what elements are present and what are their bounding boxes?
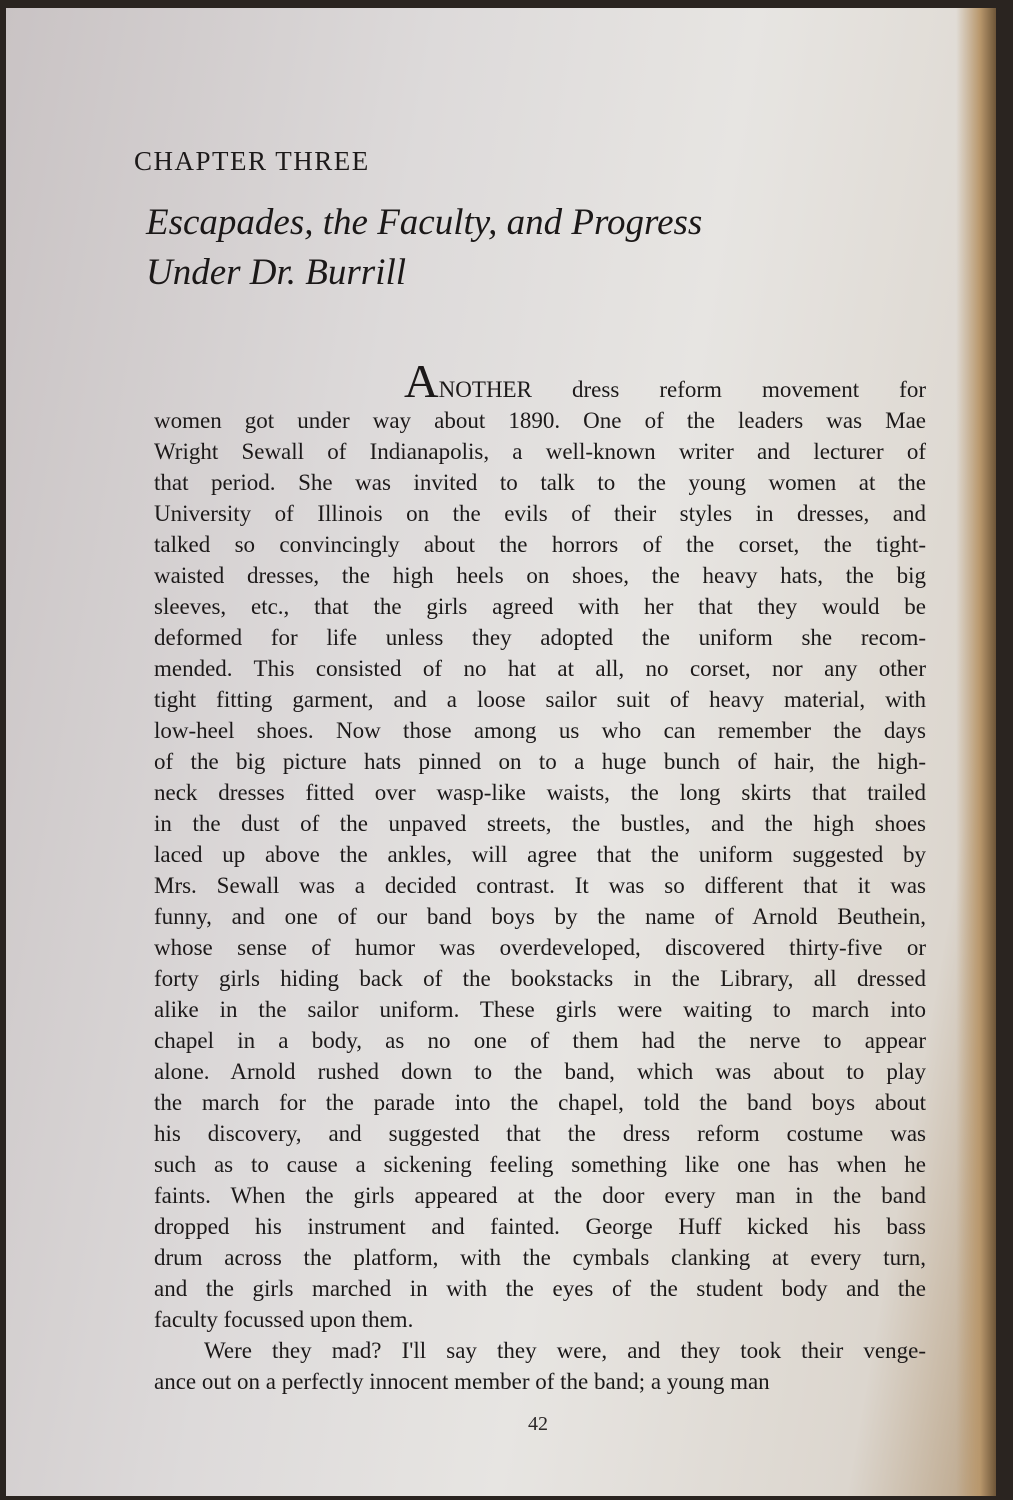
book-spine-shadow bbox=[956, 8, 996, 1496]
text-line: laced up above the ankles, will agree that the uniform suggested by bbox=[154, 842, 926, 867]
text-line: deformed for life unless they adopted the uniform she recom- bbox=[154, 625, 926, 650]
text-line: Wright Sewall of Indianapolis, a well-known writer and lecturer of bbox=[154, 439, 926, 464]
text-line: such as to cause a sickening feeling something like one has when he bbox=[154, 1152, 926, 1177]
text-line: ance out on a perfectly innocent member of the band; a young man bbox=[154, 1369, 770, 1394]
opening-line bbox=[154, 366, 926, 405]
text-line: faculty focussed upon them. bbox=[154, 1307, 414, 1332]
text-line: forty girls hiding back of the bookstacks in the Library, all dressed bbox=[154, 966, 926, 991]
text-line: alone. Arnold rushed down to the band, which was about to play bbox=[154, 1059, 926, 1084]
chapter-title-line-2: Under Dr. Burrill bbox=[146, 252, 407, 293]
book-page bbox=[6, 8, 996, 1496]
text-line: tight fitting garment, and a loose sailor suit of heavy material, with bbox=[154, 687, 926, 712]
text-line: the march for the parade into the chapel, told the band boys about bbox=[154, 1090, 926, 1115]
text-line: waisted dresses, the high heels on shoes, the heavy hats, the big bbox=[154, 563, 926, 588]
text-line: whose sense of humor was overdeveloped, discovered thirty-five or bbox=[154, 935, 926, 960]
page-number: 42 bbox=[528, 1413, 548, 1435]
chapter-label: CHAPTER THREE bbox=[134, 146, 370, 176]
text-line: chapel in a body, as no one of them had the nerve to appear bbox=[154, 1028, 926, 1053]
drop-cap: A bbox=[404, 366, 439, 405]
chapter-title bbox=[146, 198, 846, 298]
text-line: funny, and one of our band boys by the name of Arnold Beuthein, bbox=[154, 904, 926, 929]
paragraph-2 bbox=[154, 1335, 926, 1397]
text-line: Mrs. Sewall was a decided contrast. It was so different that it was bbox=[154, 873, 926, 898]
text-line: sleeves, etc., that the girls agreed with her that they would be bbox=[154, 594, 926, 619]
text-line: and the girls marched in with the eyes of the student body and the bbox=[154, 1276, 926, 1301]
text-line: University of Illinois on the evils of their styles in dresses, and bbox=[154, 501, 926, 526]
text-line: mended. This consisted of no hat at all, no corset, nor any other bbox=[154, 656, 926, 681]
text-line: in the dust of the unpaved streets, the bustles, and the high shoes bbox=[154, 811, 926, 836]
text-line: faints. When the girls appeared at the door every man in the band bbox=[154, 1183, 926, 1208]
text-line: neck dresses fitted over wasp-like waists, the long skirts that trailed bbox=[154, 780, 926, 805]
paragraph-1 bbox=[154, 405, 926, 1335]
text-line: his discovery, and suggested that the dress reform costume was bbox=[154, 1121, 926, 1146]
text-line: women got under way about 1890. One of the leaders was Mae bbox=[154, 408, 926, 433]
text-line: dropped his instrument and fainted. George Huff kicked his bass bbox=[154, 1214, 926, 1239]
text-line: alike in the sailor uniform. These girls were waiting to march into bbox=[154, 997, 926, 1022]
text-line: Were they mad? I'll say they were, and they took their venge- bbox=[204, 1338, 926, 1363]
text-line: that period. She was invited to talk to the young women at the bbox=[154, 470, 926, 495]
body-text bbox=[154, 366, 926, 1397]
text-line: drum across the platform, with the cymbals clanking at every turn, bbox=[154, 1245, 926, 1270]
text-line: of the big picture hats pinned on to a huge bunch of hair, the high- bbox=[154, 749, 926, 774]
text-line: low-heel shoes. Now those among us who can remember the days bbox=[154, 718, 926, 743]
text-line: talked so convincingly about the horrors of the corset, the tight- bbox=[154, 532, 926, 557]
chapter-title-line-1: Escapades, the Faculty, and Progress bbox=[146, 202, 703, 243]
opening-line-text: NOTHER dress reform movement for bbox=[438, 377, 926, 402]
